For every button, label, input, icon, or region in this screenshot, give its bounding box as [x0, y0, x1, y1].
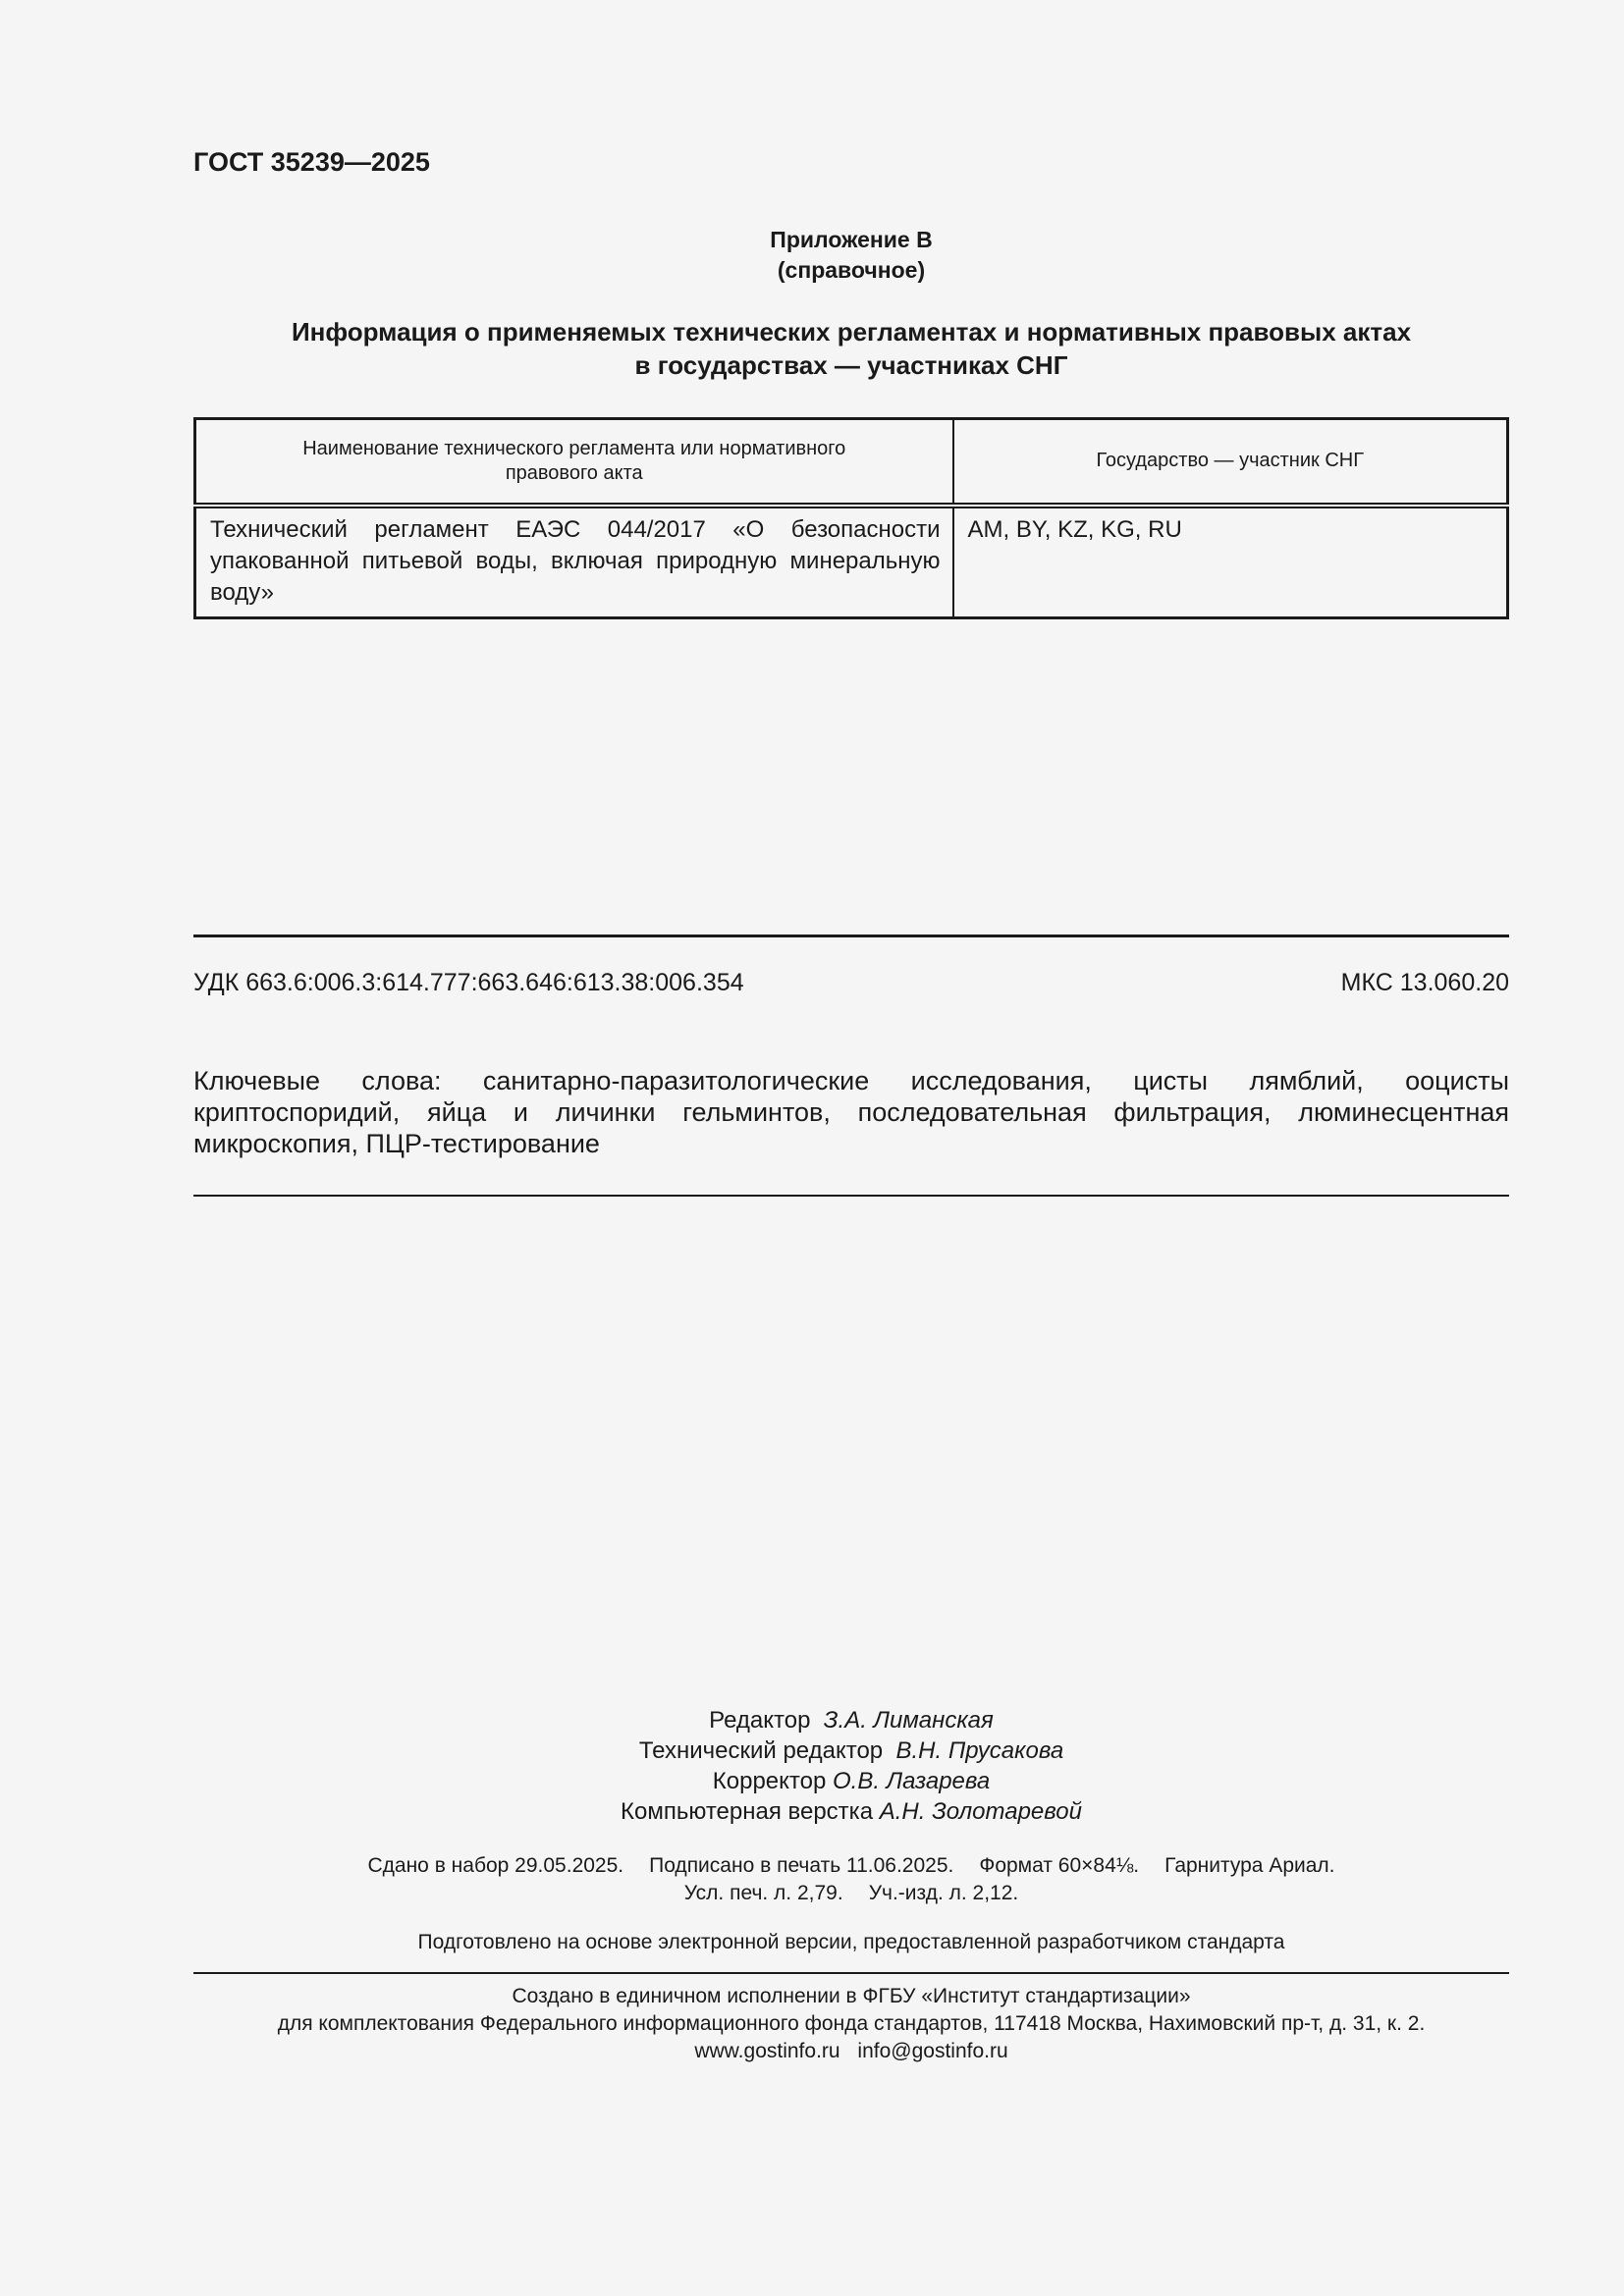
- imprint-line2: Усл. печ. л. 2,79. Уч.-изд. л. 2,12.: [683, 1882, 1019, 1904]
- imprint: [193, 1852, 1509, 1907]
- keywords: Ключевые слова: санитарно-паразитологические исследования, цисты лямблий, ооцисты криптоспоридий, яйца и личинки гельминтов, последовательная фильтрация, люминесцентная микроскопия, ПЦР-тестирование: [193, 1066, 1509, 1158]
- table-cell-states: AM, BY, KZ, KG, RU: [953, 506, 1508, 618]
- divider-top: [193, 934, 1509, 937]
- appendix-title: [193, 315, 1509, 382]
- table-row: [195, 506, 1508, 618]
- appendix-title-line2: в государствах — участниках СНГ: [634, 350, 1068, 380]
- divider-bottom: [193, 1972, 1509, 1974]
- contact-links: [193, 2038, 1509, 2065]
- table-cell-act: Технический регламент ЕАЭС 044/2017 «О безопасности упакованной питьевой воды, включая природную минеральную воду»: [195, 506, 953, 618]
- divider-keywords: [193, 1195, 1509, 1197]
- standard-number: ГОСТ 35239—2025: [193, 147, 430, 177]
- appendix-type: (справочное): [777, 257, 926, 283]
- website-link[interactable]: www.gostinfo.ru: [694, 2040, 840, 2062]
- credits: [193, 1705, 1509, 1827]
- appendix-heading: [193, 225, 1509, 286]
- imprint-line1: Сдано в набор 29.05.2025. Подписано в печать 11.06.2025. Формат 60×84⅛. Гарнитура Ариал.: [367, 1854, 1335, 1877]
- appendix-title-line1: Информация о применяемых технических регламентах и нормативных правовых актах: [291, 317, 1412, 347]
- mks-code: МКС 13.060.20: [1340, 969, 1509, 996]
- email-link[interactable]: info@gostinfo.ru: [857, 2040, 1008, 2062]
- credit-proofreader: Корректор О.В. Лазарева: [712, 1768, 991, 1794]
- created-info: [193, 1983, 1509, 2065]
- prepared-note: Подготовлено на основе электронной версии, предоставленной разработчиком стандарта: [417, 1931, 1285, 1953]
- regulations-table: [193, 417, 1509, 619]
- table-header-row: [195, 419, 1508, 506]
- created-line2: для комплектования Федерального информационного фонда стандартов, 117418 Москва, Нахимовский пр-т, д. 31, к. 2.: [277, 2012, 1426, 2035]
- column-header-act: Наименование технического регламента или нормативного правового акта: [195, 419, 953, 506]
- column-header-states: Государство — участник СНГ: [953, 419, 1508, 506]
- credit-layout: Компьютерная верстка А.Н. Золотаревой: [621, 1798, 1082, 1825]
- credit-tech-editor: Технический редактор В.Н. Прусакова: [638, 1737, 1064, 1764]
- udk-code: УДК 663.6:006.3:614.777:663.646:613.38:006.354: [193, 969, 744, 996]
- credit-editor: Редактор З.А. Лиманская: [709, 1707, 994, 1734]
- appendix-label: Приложение В: [770, 227, 933, 252]
- created-line1: Создано в единичном исполнении в ФГБУ «Институт стандартизации»: [512, 1985, 1191, 2007]
